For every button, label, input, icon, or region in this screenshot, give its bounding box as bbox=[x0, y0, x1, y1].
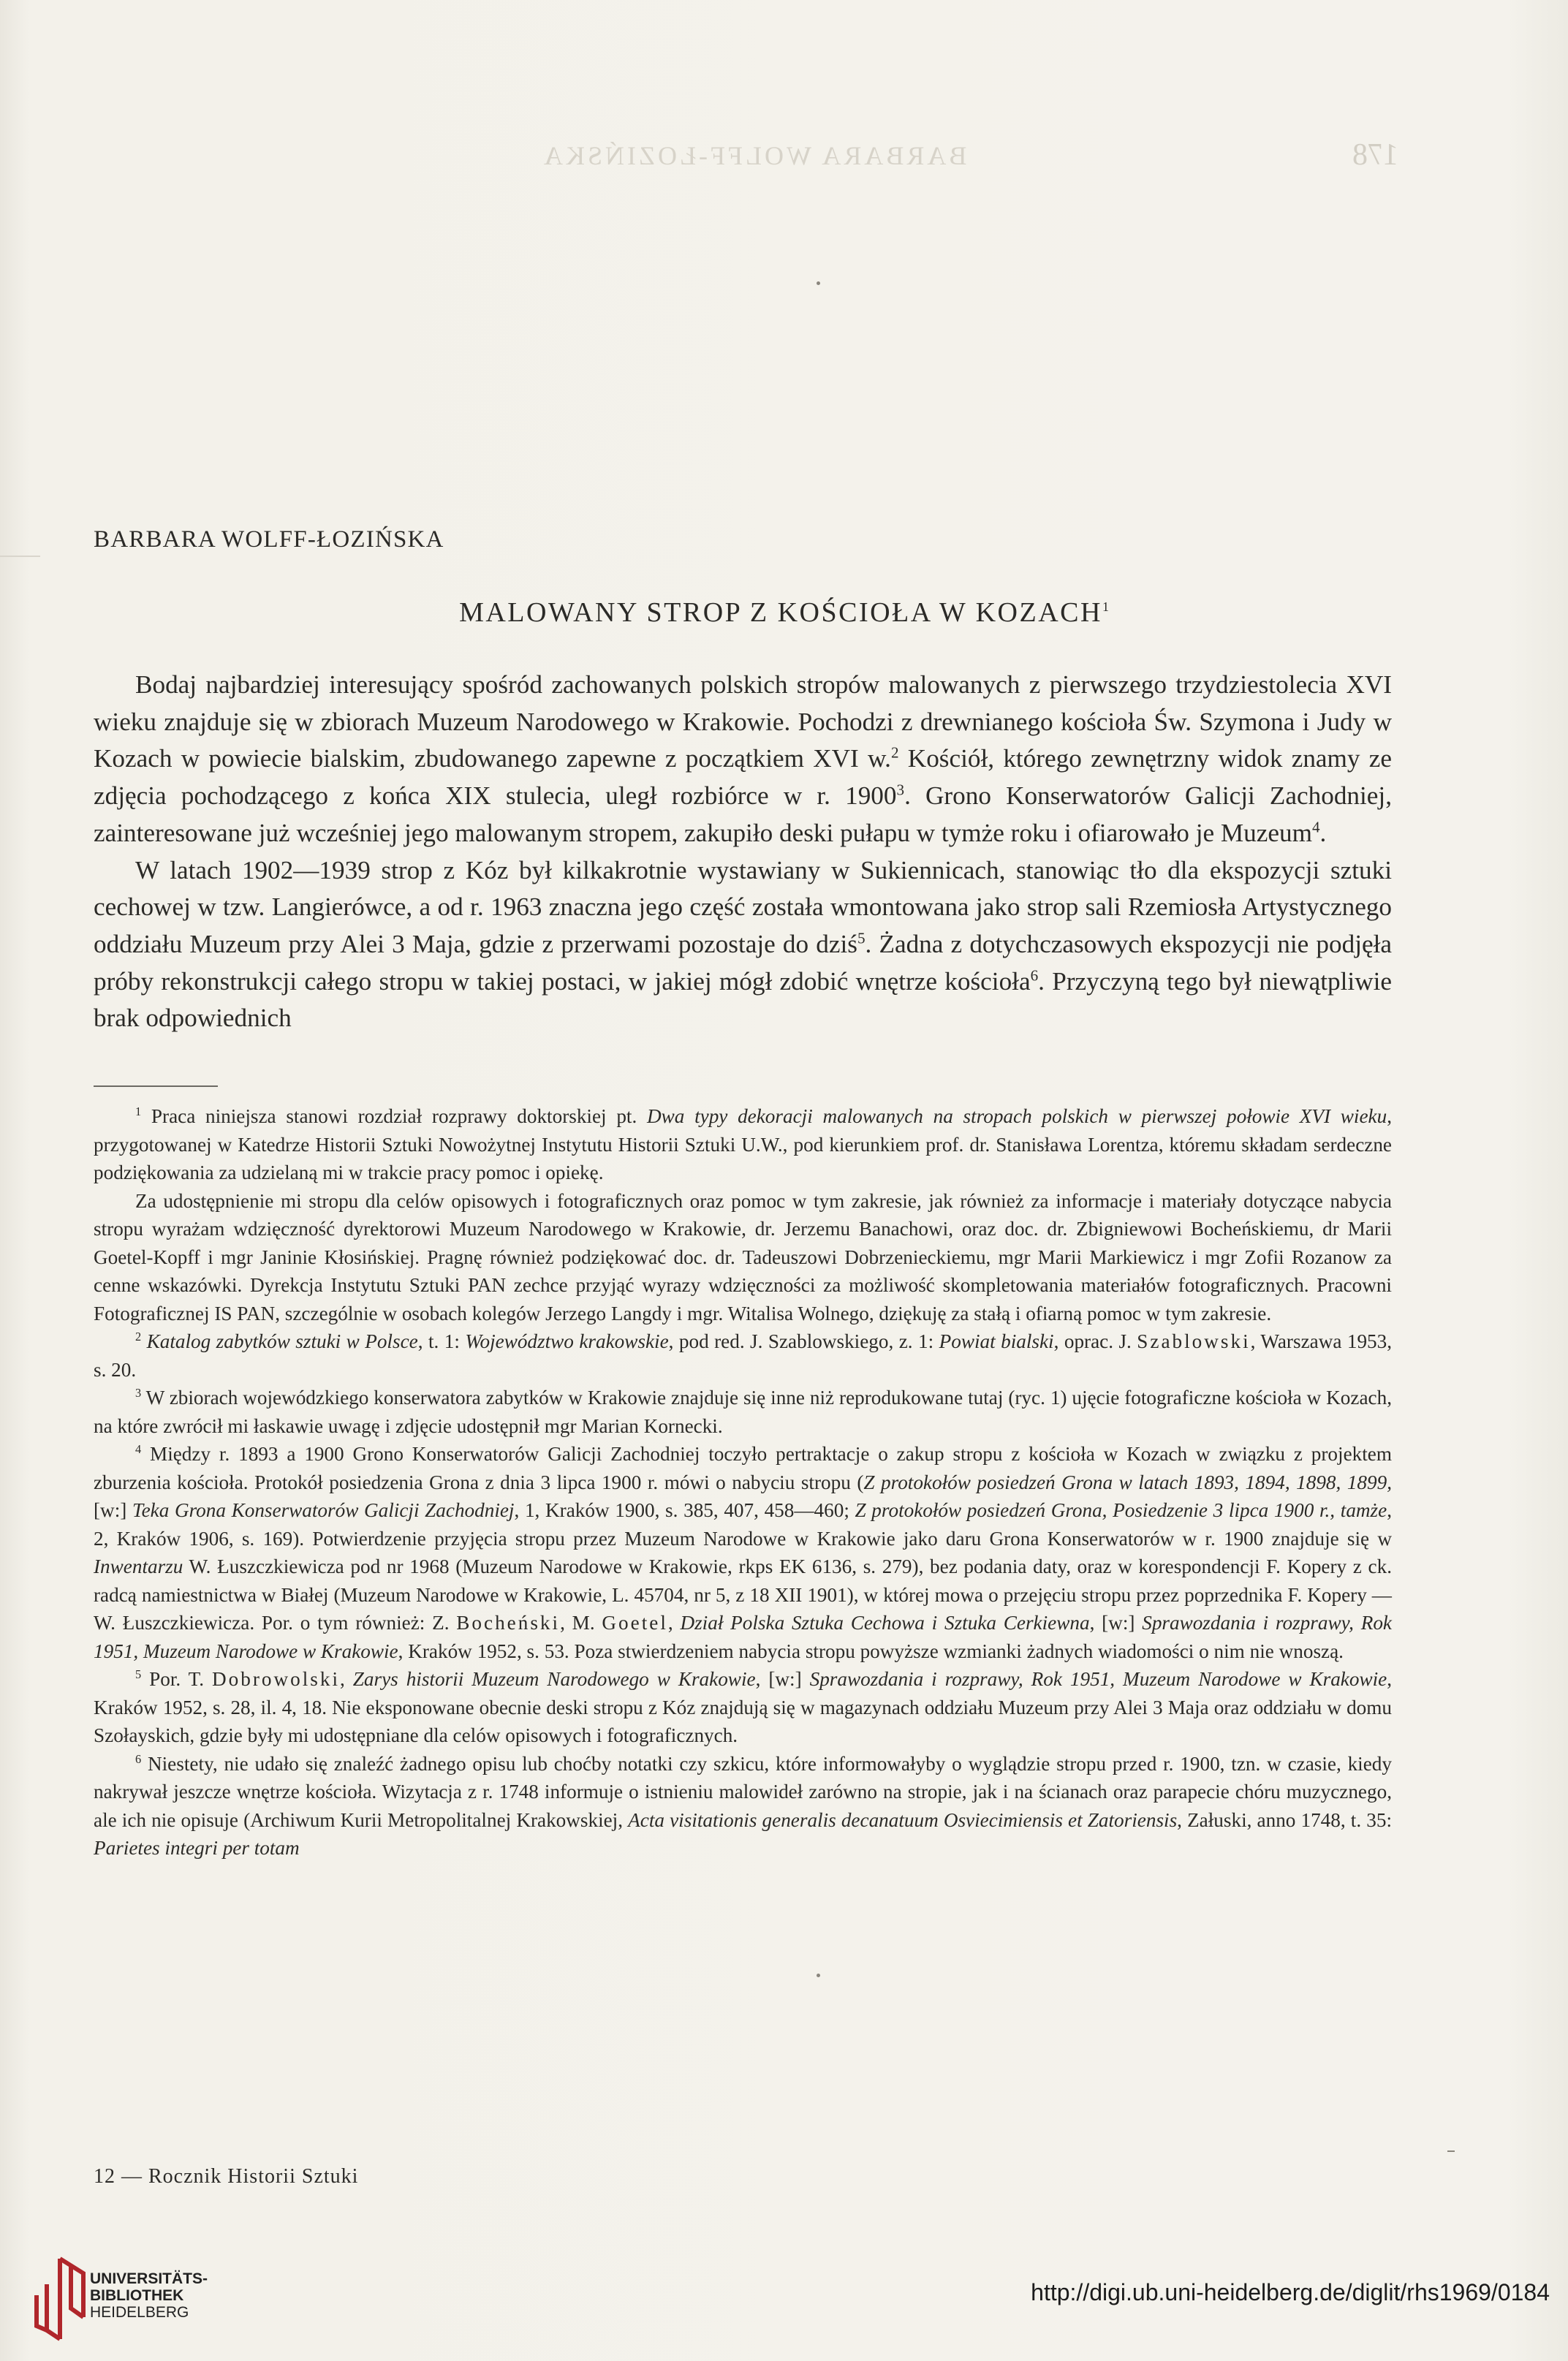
paragraph-text: Kościół, którego zewnętrzny widok znamy ze zdjęcia pochodzącego z końca XIX stulecia, uległ rozbiórce w r. 1900 bbox=[94, 744, 1393, 811]
body-paragraph bbox=[94, 667, 1392, 852]
footnotes bbox=[94, 1102, 1392, 1862]
footnote-italic: Z protokołów posiedzeń Grona w latach 1893, 1894, 1898, 1899, bbox=[863, 1471, 1392, 1493]
article-author: BARBARA WOLFF-ŁOZIŃSKA bbox=[94, 526, 444, 553]
footnote-italic: Acta visitationis generalis decanatuum Osviecimiensis et Zatoriensis bbox=[628, 1808, 1178, 1831]
footnote-5 bbox=[94, 1665, 1392, 1750]
footnote-text: Praca niniejsza stanowi rozdział rozprawy doktorskiej pt. bbox=[151, 1105, 647, 1127]
footnote-number: 1 bbox=[135, 1104, 142, 1118]
footnote-1 bbox=[94, 1102, 1392, 1187]
footnote-number: 6 bbox=[135, 1751, 142, 1766]
footnote-text: , Załuski, anno 1748, t. 35: bbox=[1177, 1808, 1392, 1831]
page-footer-journal: 12 — Rocznik Historii Sztuki bbox=[94, 2165, 359, 2188]
footnote-italic: Katalog zabytków sztuki w Polsce bbox=[146, 1330, 418, 1352]
footnote-italic: Sprawozdania i rozprawy, Rok 1951, Muzeum Narodowe w Krakowie bbox=[94, 1612, 1392, 1662]
footnote-italic: Z protokołów posiedzeń Grona, Posiedzenie 3 lipca 1900 r., tamże bbox=[855, 1499, 1387, 1521]
footnote-6 bbox=[94, 1750, 1392, 1862]
footnote-author-spaced: Bocheński bbox=[456, 1612, 561, 1634]
footnote-italic: Zarys historii Muzeum Narodowego w Krakowie bbox=[352, 1668, 756, 1690]
footnote-number: 2 bbox=[135, 1329, 142, 1344]
footnote-text: , [w:] bbox=[1089, 1612, 1143, 1634]
footnote-1-continued bbox=[94, 1187, 1392, 1328]
footnote-italic: Dział Polska Sztuka Cechowa i Sztuka Cerkiewna bbox=[680, 1612, 1090, 1634]
scan-speck bbox=[817, 281, 820, 285]
footnote-text: Między r. 1893 a 1900 Grono Konserwatorów Galicji Zachodniej toczyło pertraktacje o zakup stropu z kościoła w Kozach w związku z projektem zburzenia kościoła. Protokół posiedzenia Grona z dnia 3 lipca 1900 r. mówi o nabyciu stropu ( bbox=[94, 1443, 1393, 1493]
footnote-ref[interactable]: 5 bbox=[857, 929, 866, 947]
article-title-text: MALOWANY STROP Z KOŚCIOŁA W KOZACH bbox=[459, 597, 1102, 628]
footnote-3 bbox=[94, 1384, 1392, 1440]
footnote-text: , bbox=[667, 1612, 681, 1634]
footnote-italic: Powiat bialski bbox=[939, 1330, 1054, 1352]
paragraph-text: W latach 1902—1939 strop z Kóz był kilkakrotnie wystawiany w Sukiennicach, stanowiąc tło dla ekspozycji sztuki cechowej w tzw. Langierówce, a od r. 1963 znaczna jego część została wmontowana jako strop sali Rzemiosła Artystycznego oddziału Muzeum przy Alei 3 Maja, gdzie z przerwami pozostaje do dziś bbox=[94, 855, 1392, 958]
footnote-text: , bbox=[340, 1668, 353, 1690]
footnote-number: 5 bbox=[135, 1667, 142, 1681]
footnote-text: W. Łuszczkiewicza pod nr 1968 (Muzeum Narodowe w Krakowie, rkps EK 6136, s. 279), bez podania daty, oraz w korespondencji F. Kopery z ck. radcą namiestnictwa w Białej (Muzeum Narodowe w Krakowie, L. 45704, nr 5, z 18 XII 1901), w której mowa o przejęciu stropu przez poprzednika F. Kopery — W. Łuszczkiewicza. Por. o tym również: Z. bbox=[94, 1555, 1392, 1634]
footnote-author-spaced: Szablowski bbox=[1137, 1330, 1251, 1352]
footnote-italic: Dwa typy dekoracji malowanych na stropach polskich w pierwszej połowie XVI wieku bbox=[647, 1105, 1387, 1127]
footnote-text: , Warszawa 1953, s. 20. bbox=[94, 1330, 1393, 1381]
footnote-italic: Sprawozdania i rozprawy, Rok 1951, Muzeum Narodowe w Krakowie bbox=[809, 1668, 1387, 1690]
footnote-text: , Kraków 1952, s. 53. Poza stwierdzeniem nabycia stropu powyższe wzmianki żadnych wiadomości o nim nie wnoszą. bbox=[398, 1640, 1344, 1662]
article-title bbox=[0, 596, 1568, 629]
title-footnote-ref[interactable]: 1 bbox=[1102, 599, 1109, 614]
footnote-ref[interactable]: 4 bbox=[1311, 818, 1320, 836]
digitization-url-link[interactable]: http://digi.ub.uni-heidelberg.de/diglit/rhs1969/0184 bbox=[1031, 2279, 1550, 2305]
article-body bbox=[94, 667, 1392, 1037]
footnote-italic: Parietes integri per totam bbox=[94, 1837, 300, 1859]
footnote-ref[interactable]: 3 bbox=[896, 781, 905, 799]
footnote-number: 3 bbox=[135, 1385, 142, 1400]
footnote-text: , 2, Kraków 1906, s. 169). Potwierdzenie przyjęcia stropu przez Muzeum Narodowe w Krakowie jako daru Grona Konserwatorów w r. 1900 znajduje się w bbox=[94, 1499, 1392, 1550]
footnote-text: Por. T. bbox=[149, 1668, 213, 1690]
bleed-through-running-head: BARBARA WOLFF-ŁOZIŃSKA bbox=[541, 141, 967, 170]
footnote-text: , [w:] bbox=[755, 1668, 810, 1690]
footnote-number: 4 bbox=[135, 1441, 142, 1456]
footnote-text: Za udostępnienie mi stropu dla celów opisowych i fotograficznych oraz pomoc w tym zakresie, jak również za informacje i materiały dotyczące nabycia stropu wyrażam wdzięczność dyrektorowi Muzeum Narodowego w Krakowie, dr. Jerzemu Banachowi, oraz doc. dr. Zbigniewowi Bocheńskiemu, dr Marii Goetel-Kopff i mgr Janinie Kłosińskiej. Pragnę również podziękować doc. dr. Tadeuszowi Dobrzenieckiemu, mgr Marii Markiewicz i mgr Zofii Rozanow za cenne wskazówki. Dyrekcja Instytutu Sztuki PAN zechce przyjąć wyrazy wdzięczności za możliwość skompletowania materiałów fotograficznych. Pracowni Fotograficznej IS PAN, szczególnie w osobach kolegów Jerzego Langdy i mgr. Witalisa Wolnego, dziękuję za stałą i ofiarną pomoc w tym zakresie. bbox=[94, 1189, 1392, 1324]
footnote-4 bbox=[94, 1440, 1392, 1665]
scan-speck bbox=[817, 1974, 820, 1977]
footnote-text: Niestety, nie udało się znaleźć żadnego opisu lub choćby notatki czy szkicu, które informowałyby o wyglądzie stropu przed r. 1900, tzn. w czasie, kiedy nakrywał jeszcze wnętrze kościoła. Wizytacja z r. 1748 informuje o istnieniu malowideł zarówno na stropie, jak i na ścianach oraz parapecie chóru muzycznego, ale ich nie opisuje (Archiwum Kurii Metropolitalnej Krakowskiej, bbox=[94, 1752, 1392, 1831]
footnote-ref[interactable]: 6 bbox=[1030, 966, 1039, 984]
footnote-separator bbox=[94, 1085, 218, 1087]
footnote-author-spaced: Dobrowolski bbox=[212, 1668, 341, 1690]
footnote-text: [w:] bbox=[94, 1499, 132, 1521]
paragraph-text: . bbox=[1319, 818, 1327, 847]
footnote-2 bbox=[94, 1327, 1392, 1384]
library-name bbox=[90, 2270, 208, 2321]
footnote-text: , 1, Kraków 1900, s. 385, 407, 458—460; bbox=[514, 1499, 855, 1521]
library-name-line: HEIDELBERG bbox=[90, 2304, 189, 2321]
footnote-author-spaced: Goetel bbox=[602, 1612, 668, 1634]
margin-mark bbox=[0, 556, 40, 557]
paragraph-text: . Grono Konserwatorów Galicji Zachodniej, zainteresowane już wcześniej jego malowanym stropem, zakupiło deski pułapu w tymże roku i ofiarowało je Muzeum bbox=[94, 781, 1392, 847]
footnote-ref[interactable]: 2 bbox=[890, 743, 899, 762]
footnote-text: , t. 1: bbox=[417, 1330, 466, 1352]
footnote-text: , przygotowanej w Katedrze Historii Sztuki Nowożytnej Instytutu Historii Sztuki U.W., pod kierunkiem prof. dr. Stanisława Lorentza, któremu składam serdeczne podziękowania za udzielaną mi w trakcie pracy pomoc i opiekę. bbox=[94, 1105, 1393, 1183]
footnote-text: , Kraków 1952, s. 28, il. 4, 18. Nie eksponowane obecnie deski stropu z Kóz znajdują się w magazynach oddziału Muzeum przy Alei 3 Maja oraz oddziału w domu Szołayskich, gdzie były mi udostępniane dla celów opisowych i fotograficznych. bbox=[94, 1668, 1393, 1746]
paragraph-text: . Żadna z dotychczasowych ekspozycji nie podjęła próby rekonstrukcji całego stropu w takiej postaci, w jakiej mógł zdobić wnętrze kościoła bbox=[94, 929, 1392, 996]
footnote-text: W zbiorach wojewódzkiego konserwatora zabytków w Krakowie znajduje się inne niż reprodukowane tutaj (ryc. 1) ujęcie fotograficzne kościoła w Kozach, na które zwrócił mi łaskawie uwagę i zdjęcie udostępnił mgr Marian Kornecki. bbox=[94, 1387, 1392, 1437]
paragraph-text: . Przyczyną tego był niewątpliwie brak odpowiednich bbox=[94, 966, 1392, 1033]
bleed-through-page-number: 178 bbox=[1352, 138, 1398, 172]
body-paragraph bbox=[94, 852, 1392, 1038]
footnote-text: , pod red. J. Szablowskiego, z. 1: bbox=[668, 1330, 939, 1352]
footnote-text: , oprac. J. bbox=[1053, 1330, 1137, 1352]
footnote-italic: Inwentarzu bbox=[94, 1555, 183, 1577]
footnote-italic: Teka Grona Konserwatorów Galicji Zachodniej bbox=[132, 1499, 515, 1521]
footnote-italic: Województwo krakowskie bbox=[465, 1330, 669, 1352]
library-name-line: UNIVERSITÄTS- bbox=[90, 2270, 208, 2287]
library-name-line: BIBLIOTHEK bbox=[90, 2287, 184, 2304]
paragraph-text: Bodaj najbardziej interesujący spośród zachowanych polskich stropów malowanych z pierwszego trzydziestolecia XVI wieku znajduje się w zbiorach Muzeum Narodowego w Krakowie. Pochodzi z drewnianego kościoła Św. Szymona i Judy w Kozach w powiecie bialskim, zbudowanego zapewne z początkiem XVI w. bbox=[94, 670, 1392, 773]
scan-speck bbox=[1447, 2150, 1455, 2152]
footnote-text: , M. bbox=[560, 1612, 602, 1634]
